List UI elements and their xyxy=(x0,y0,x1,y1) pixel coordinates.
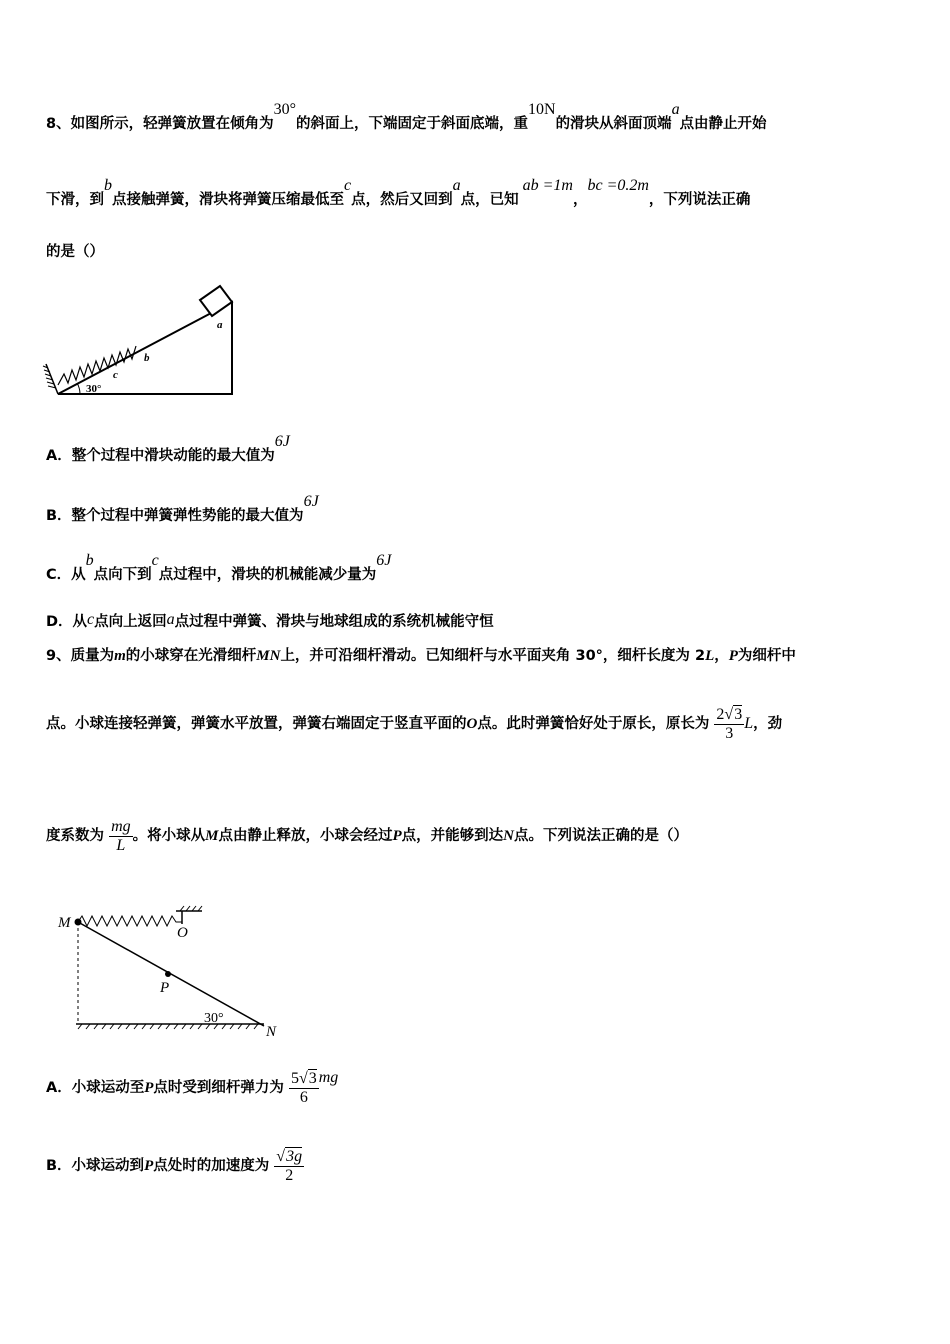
label-o: O xyxy=(177,925,188,941)
point-c: c xyxy=(151,552,159,569)
var-mn: MN xyxy=(256,648,281,664)
q9-text: 的小球穿在光滑细杆 xyxy=(125,648,257,664)
q9-option-a xyxy=(46,1070,338,1106)
option-c-value: 6J xyxy=(376,552,392,569)
q8-text: ，下列说法正确 xyxy=(648,192,751,208)
option-b-text: B．整个过程中弹簧弹性势能的最大值为 xyxy=(46,508,304,524)
fig-label-b: b xyxy=(144,352,150,364)
q8-option-a xyxy=(46,433,290,465)
fraction-denominator: 2 xyxy=(285,1166,294,1184)
q9-text: ，劲 xyxy=(753,716,783,733)
q8-text: ， xyxy=(572,192,588,208)
fig-label-angle: 30° xyxy=(86,383,102,395)
option-b-text: 点处时的加速度为 xyxy=(153,1158,270,1175)
weight-value: 10N xyxy=(528,101,556,118)
point-b: b xyxy=(104,177,112,194)
q9-text: 点，并能够到达 xyxy=(401,828,504,845)
bc-length: bc =0.2m xyxy=(587,177,649,194)
option-a-value: 6J xyxy=(274,433,290,450)
option-d-text: D．从 xyxy=(46,614,88,630)
option-c-text: 点向下到 xyxy=(93,567,152,583)
label-angle: 30° xyxy=(204,1011,224,1026)
option-b-text: B．小球运动到 xyxy=(46,1158,145,1175)
spring xyxy=(78,916,182,926)
q9-text: 9、质量为 xyxy=(46,648,115,664)
q8-line3 xyxy=(46,240,104,261)
point-c: c xyxy=(344,177,352,194)
option-c-text: C．从 xyxy=(46,567,86,583)
fraction-coef: 5 xyxy=(290,1070,299,1087)
var-p: P xyxy=(728,648,738,664)
q9-text: 点。小球连接轻弹簧，弹簧水平放置，弹簧右端固定于竖直平面的 xyxy=(46,716,467,733)
q9-text: 点。此时弹簧恰好处于原长，原长为 xyxy=(477,716,710,733)
fraction-denominator: 6 xyxy=(299,1088,308,1106)
spring-constant-fraction xyxy=(109,818,133,854)
incline xyxy=(58,302,232,394)
option-d-text: 点过程中弹簧、滑块与地球组成的系统机械能守恒 xyxy=(174,614,494,630)
var-p: P xyxy=(144,1158,154,1175)
slider-block xyxy=(200,286,232,316)
q8-text: 的斜面上，下端固定于斜面底端，重 xyxy=(296,116,528,132)
q9-text: 点由静止释放，小球会经过 xyxy=(218,828,393,845)
q8-option-b xyxy=(46,493,319,525)
label-p: P xyxy=(160,980,170,996)
var-n: N xyxy=(503,828,514,845)
point-b: b xyxy=(85,552,94,569)
option-a-fraction: $\frac{5√3}{6}$ xyxy=(290,1070,317,1106)
var-p: P xyxy=(144,1080,154,1097)
ab-length: ab =1m xyxy=(522,177,573,194)
fraction-radicand: 3g xyxy=(286,1148,303,1165)
option-d-text: 点向上返回 xyxy=(94,614,167,630)
option-a-text: A．整个过程中滑块动能的最大值为 xyxy=(46,448,275,464)
fig-label-c: c xyxy=(113,369,118,381)
fraction-radicand: 3 xyxy=(308,1070,317,1087)
q8-text: 点，已知 xyxy=(460,192,519,208)
q8-text: 下滑，到 xyxy=(46,192,104,208)
point-a: a xyxy=(671,101,680,118)
q9-text: 为细杆中 xyxy=(737,648,796,664)
q9-line3 xyxy=(46,818,688,854)
q8-text: 点接触弹簧，滑块将弹簧压缩最低至 xyxy=(112,192,344,208)
q9-text: 度系数为 xyxy=(46,828,104,845)
var-p: P xyxy=(392,828,402,845)
fraction-coef: 2 xyxy=(716,706,725,723)
option-a-text: A．小球运动至 xyxy=(46,1080,145,1097)
var-m-point: M xyxy=(205,828,219,845)
label-m: M xyxy=(58,915,71,931)
q9-line2 xyxy=(46,706,782,742)
q9-text: 上，并可沿细杆滑动。已知细杆与水平面夹角 30°，细杆长度为 2 xyxy=(280,648,706,664)
q8-text: 点由静止开始 xyxy=(679,116,767,132)
var-m: m xyxy=(114,648,126,664)
q8-text: 的是（） xyxy=(46,244,104,260)
q9-text: 点。下列说法正确的是（） xyxy=(513,828,688,845)
option-b-fraction: $\frac{√3g}{2}$ xyxy=(276,1148,303,1184)
point-p xyxy=(165,971,171,977)
point-a: a xyxy=(452,177,461,194)
angle-arc xyxy=(77,383,80,394)
ball-m xyxy=(75,919,82,926)
q8-text: 点，然后又回到 xyxy=(351,192,453,208)
option-a-mg: mg xyxy=(318,1069,339,1087)
q9-rod-figure xyxy=(54,902,290,1044)
spring xyxy=(58,346,136,385)
q8-incline-figure xyxy=(40,282,240,398)
var-o: O xyxy=(466,716,478,733)
q9-option-b xyxy=(46,1148,304,1184)
q8-line1 xyxy=(46,101,767,133)
fig-label-a: a xyxy=(217,319,223,331)
option-b-value: 6J xyxy=(303,493,319,510)
q8-option-d xyxy=(46,610,494,631)
q8-line2 xyxy=(46,177,751,209)
q9-text: ， xyxy=(714,648,729,664)
q8-option-c xyxy=(46,552,392,584)
point-a: a xyxy=(166,611,175,628)
natural-length-fraction: $\frac{2√3}{3}$ xyxy=(716,706,743,742)
q8-text: 8、如图所示，轻弹簧放置在倾角为 xyxy=(46,116,274,132)
q8-text: 的滑块从斜面顶端 xyxy=(555,116,672,132)
fraction-denominator: 3 xyxy=(725,724,734,742)
option-c-text: 点过程中，滑块的机械能减少量为 xyxy=(158,567,377,583)
fraction-denominator: L xyxy=(116,836,126,854)
angle-value: 30° xyxy=(273,101,296,118)
fraction-numerator: mg xyxy=(111,818,131,835)
option-a-text: 点时受到细杆弹力为 xyxy=(153,1080,284,1097)
var-l: L xyxy=(744,715,754,733)
point-c: c xyxy=(87,611,95,628)
fraction-radicand: 3 xyxy=(734,706,743,723)
var-l: L xyxy=(705,648,715,664)
q9-line1 xyxy=(46,644,796,665)
label-n: N xyxy=(266,1024,277,1040)
q9-text: 。将小球从 xyxy=(132,828,206,845)
